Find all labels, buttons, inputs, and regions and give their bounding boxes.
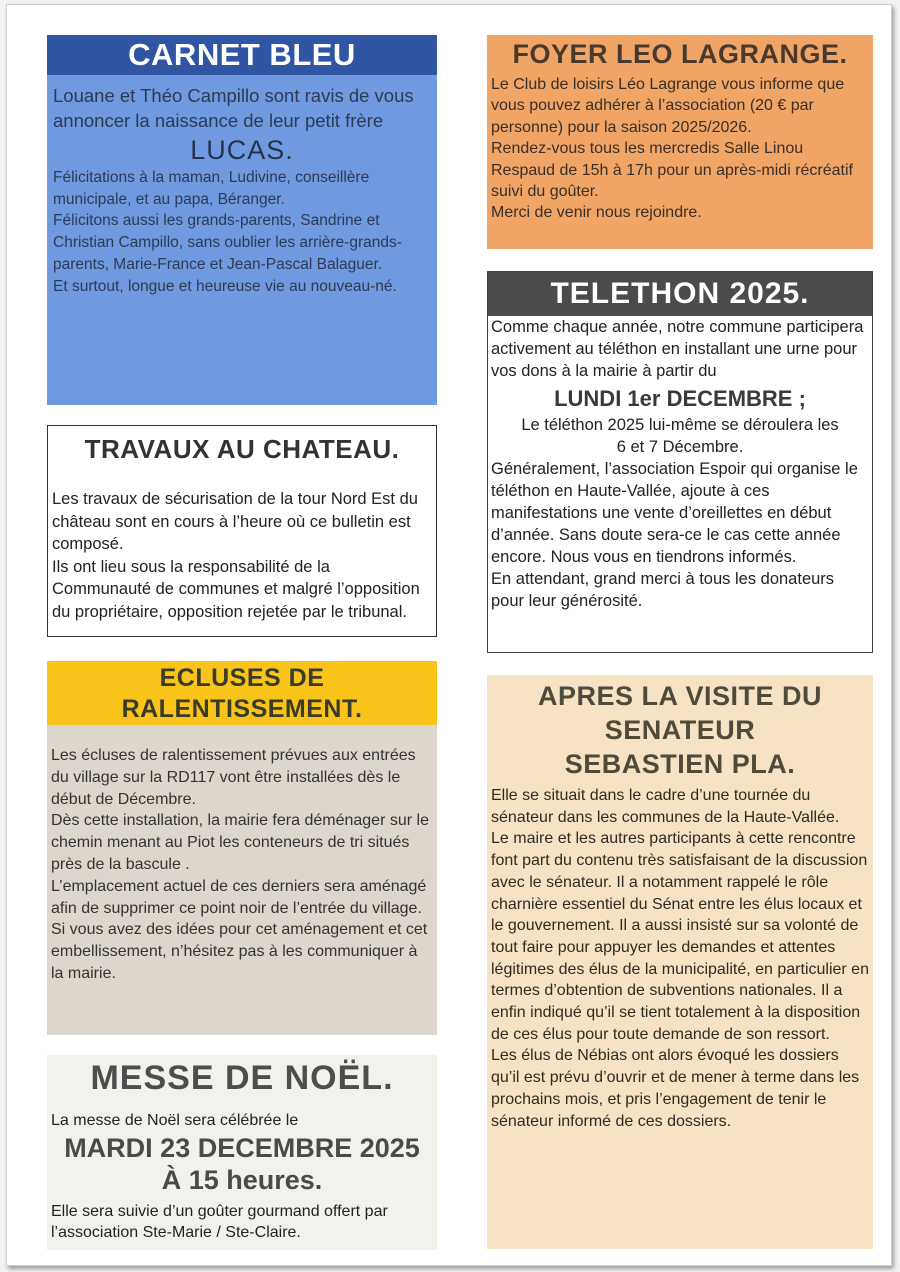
carnet-bleu-text: Félicitations à la maman, Ludivine, conseillère municipale, et au papa, Béranger. Félicitons aussi les grands-parents, Sandrine et Christian Campillo, sans oublier les arrière-grands-parents, Marie-France et Jean-Pascal Balaguer. Et surtout, longue et heureuse vie au nouveau-né. — [53, 169, 402, 295]
ecluses-title-line1: ECLUSES DE — [159, 664, 325, 692]
messe-intro: La messe de Noël sera célébrée le — [51, 1112, 299, 1129]
carnet-bleu-baby-name: LUCAS. — [190, 135, 294, 165]
telethon-section — [487, 271, 873, 653]
telethon-title: TELETHON 2025. — [488, 272, 872, 316]
carnet-bleu-section — [47, 35, 437, 405]
telethon-text: Généralement, l’association Espoir qui organise le téléthon en Haute-Vallée, ajoute à ces manifestations une vente d’oreillettes en début d’année. Sans doute sera-ce le cas cette année encore. Nous vous en tiendrons informés. En attendant, grand merci à tous les donateurs pour leur générosité. — [491, 460, 858, 610]
travaux-title: TRAVAUX AU CHATEAU. — [84, 434, 400, 464]
senateur-title-line2: SENATEUR — [604, 715, 756, 745]
telethon-text-intro: Comme chaque année, notre commune participera activement au téléthon en installant une urne pour vos dons à la mairie à partir du — [491, 318, 864, 380]
messe-section — [47, 1055, 437, 1250]
foyer-title: FOYER LEO LAGRANGE. — [512, 39, 848, 69]
senateur-section — [487, 675, 873, 1249]
carnet-bleu-title: CARNET BLEU — [47, 35, 437, 75]
foyer-section — [487, 35, 873, 249]
telethon-day: LUNDI 1er DECEMBRE ; — [554, 386, 806, 411]
bulletin-page — [6, 4, 892, 1266]
ecluses-section — [47, 661, 437, 1035]
ecluses-title-line2: RALENTISSEMENT. — [121, 695, 363, 723]
ecluses-title — [47, 661, 437, 725]
messe-date: MARDI 23 DECEMBRE 2025 — [64, 1133, 420, 1163]
messe-text: Elle sera suivie d’un goûter gourmand offert par l’association Ste-Marie / Ste-Claire. — [51, 1203, 388, 1241]
carnet-bleu-intro: Louane et Théo Campillo sont ravis de vous annoncer la naissance de leur petit frère — [53, 85, 414, 131]
senateur-title — [487, 675, 873, 781]
foyer-text: Le Club de loisirs Léo Lagrange vous informe que vous pouvez adhérer à l’association (20 € par personne) pour la saison 2025/2026. Rendez-vous tous les mercredis Salle Linou Respaud de 15h à 17h pour un après-midi récréatif suivi du goûter. Merci de venir nous rejoindre. — [491, 76, 853, 222]
messe-title: MESSE DE NOËL. — [90, 1059, 394, 1097]
senateur-title-line1: APRES LA VISITE DU — [537, 681, 823, 711]
senateur-text: Elle se situait dans le cadre d’une tournée du sénateur dans les communes de la Haute-Vallée. Le maire et les autres participants à cette rencontre font part du contenu très satisfaisant de la discussion avec le sénateur. Il a notamment rappelé le rôle charnière essentiel du Sénat entre les élus locaux et le gouvernement. Il a aussi insisté sur sa volonté de tout faire pour appuyer les demandes et attentes légitimes des élus de la municipalité, en particulier en termes d’obtention de subventions nationales. Il a enfin indiqué qu’il se tient totalement à la disposition de ces élus pour toute demande de son ressort. Les élus de Nébias ont alors évoqué les dossiers qu’il est prévu d’ouvrir et de mener à terme dans les prochains mois, et pris l’engagement de tenir le sénateur informé de ces dossiers. — [491, 787, 869, 1130]
ecluses-text: Les écluses de ralentissement prévues aux entrées du village sur la RD117 vont être installées dès le début de Décembre. Dès cette installation, la mairie fera déménager sur le chemin menant au Piot les conteneurs de tri situés près de la bascule . L’emplacement actuel de ces derniers sera aménagé afin de supprimer ce point noir de l’entrée du village. Si vous avez des idées pour cet aménagement et cet embellissement, n’hésitez pas à les communiquer à la mairie. — [51, 747, 429, 982]
senateur-title-line3: SEBASTIEN PLA. — [564, 749, 796, 779]
telethon-dates: Le téléthon 2025 lui-même se déroulera les 6 et 7 Décembre. — [521, 416, 839, 456]
messe-hour: À 15 heures. — [161, 1165, 323, 1195]
travaux-section — [47, 425, 437, 637]
travaux-text: Les travaux de sécurisation de la tour Nord Est du château sont en cours à l’heure où ce bulletin est composé. Ils ont lieu sous la responsabilité de la Communauté de communes et malgré l’opposition du propriétaire, opposition rejetée par le tribunal. — [52, 490, 420, 621]
